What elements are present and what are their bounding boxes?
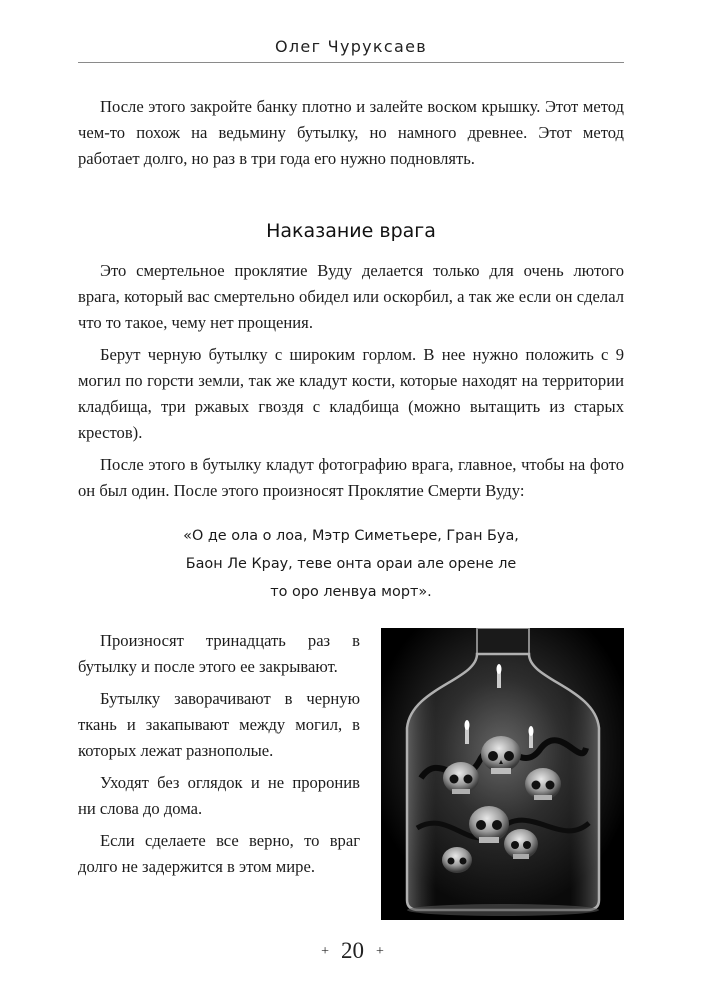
side-paragraph-1: Произносят тринадцать раз в бутылку и после этого ее закрывают. <box>78 631 360 676</box>
bottle-of-skulls-image <box>381 628 624 920</box>
side-paragraph-3: Уходят без оглядок и не проронив ни слова до дома. <box>78 773 360 818</box>
section-title: Наказание врага <box>266 220 436 242</box>
section-paragraph-2: Берут черную бутылку с широким горлом. В нее нужно положить с 9 могил по горсти земли, так же кладут кости, которые находят на территории кладбища, три ржавых гвоздя с кладбища (можно вытащить из старых крестов). <box>78 345 624 442</box>
intro-paragraph: После этого закройте банку плотно и залейте воском крышку. Этот метод чем-то похож на ведьмину бутылку, но намного древнее. Этот метод работает долго, но раз в три года его нужно подновлять. <box>78 97 624 168</box>
quote-line-1: «О де ола о лоа, Мэтр Симетьере, Гран Буа, <box>183 528 519 544</box>
page-footer <box>0 938 705 964</box>
side-column <box>78 628 360 886</box>
bottle-illustration-svg <box>381 628 624 920</box>
page-number: 20 <box>341 938 364 963</box>
ornament-left: + <box>321 944 329 959</box>
side-paragraph-2: Бутылку заворачивают в черную ткань и закапывают между могил, в которых лежат разнополые. <box>78 689 360 760</box>
ornament-right: + <box>376 944 384 959</box>
section-paragraph-1: Это смертельное проклятие Вуду делается только для очень лютого врага, который вас смертельно обидел или оскорбил, а так же если он сделал что то такое, чему нет прощения. <box>78 261 624 332</box>
running-header <box>78 34 624 63</box>
quote-line-2: Баон Ле Крау, теве онта ораи але орене ле <box>185 556 517 572</box>
author-name: Олег Чуруксаев <box>275 37 427 56</box>
quote-line-3: то оро ленвуа морт». <box>270 584 432 600</box>
incantation-quote <box>78 522 624 606</box>
intro-block <box>78 94 624 172</box>
section-paragraph-3: После этого в бутылку кладут фотографию врага, главное, чтобы на фото он был один. После этого произносят Проклятие Смерти Вуду: <box>78 455 624 500</box>
section-body <box>78 258 624 504</box>
side-paragraph-4: Если сделаете все верно, то враг долго не задержится в этом мире. <box>78 831 360 876</box>
